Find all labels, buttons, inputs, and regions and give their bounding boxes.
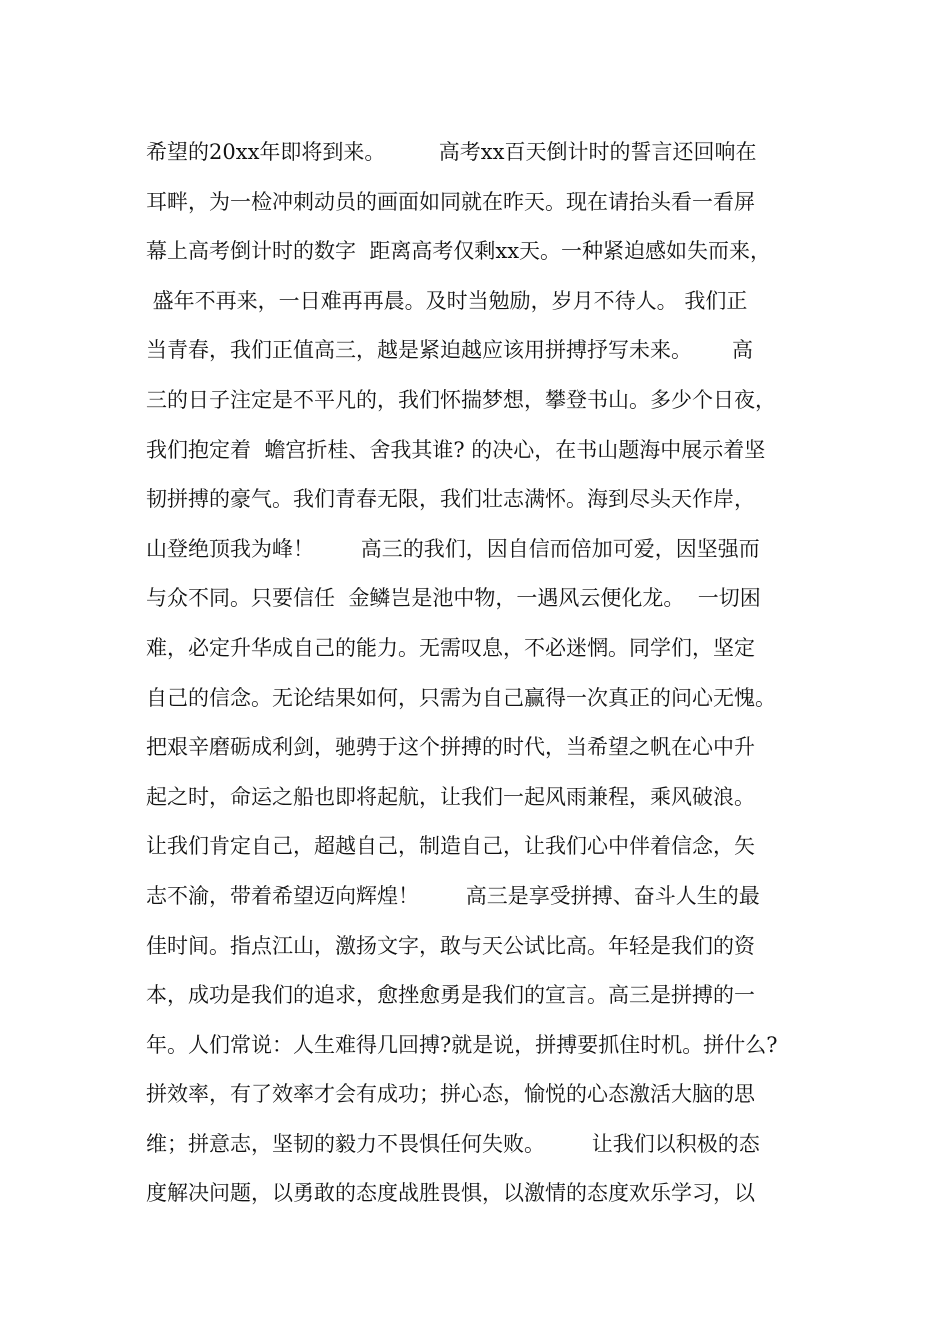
body-text: [146, 128, 826, 1219]
text-line: 拼效率，有了效率才会有成功；拼心态，愉悦的心态激活大脑的思: [146, 1082, 755, 1107]
text-line: 希望的20xx年即将到来。 高考xx百天倒计时的誓言还回响在: [146, 140, 757, 164]
text-line: 起之时，命运之船也即将起航，让我们一起风雨兼程，乘风破浪。: [146, 784, 755, 809]
text-line: 本，成功是我们的追求，愈挫愈勇是我们的宣言。高三是拼搏的一: [146, 983, 755, 1008]
text-line: 韧拼搏的豪气。我们青春无限，我们壮志满怀。海到尽头天作岸，: [146, 487, 755, 512]
text-line: 当青春，我们正值高三，越是紧迫越应该用拼搏抒写未来。 高: [146, 338, 754, 363]
text-line: 维；拼意志，坚韧的毅力不畏惧任何失败。 让我们以积极的态: [146, 1131, 760, 1156]
text-line: 难，必定升华成自己的能力。无需叹息，不必迷惘。同学们，坚定: [146, 635, 755, 660]
text-line: 耳畔，为一检冲刺动员的画面如同就在昨天。现在请抬头看一看屏: [146, 189, 755, 214]
text-line: 佳时间。指点江山，激扬文字，敢与天公试比高。年轻是我们的资: [146, 933, 755, 958]
text-line: 与众不同。只要信任 金鳞岂是池中物，一遇风云便化龙。 一切困: [146, 586, 761, 611]
text-line: 把艰辛磨砺成利剑，驰骋于这个拼搏的时代，当希望之帆在心中升: [146, 735, 755, 760]
text-line: 盛年不再来，一日难再再晨。及时当勉励，岁月不待人。 我们正: [146, 288, 748, 313]
text-line: 自己的信念。无论结果如何，只需为自己赢得一次真正的问心无愧。: [146, 685, 776, 710]
text-line: 山登绝顶我为峰！ 高三的我们，因自信而倍加可爱，因坚强而: [146, 536, 760, 561]
text-line: 我们抱定着 蟾宫折桂、舍我其谁? 的决心，在书山题海中展示着坚: [146, 437, 766, 462]
text-line: 志不渝，带着希望迈向辉煌！ 高三是享受拼搏、奋斗人生的最: [146, 883, 760, 908]
text-line: 幕上高考倒计时的数字 距离高考仅剩xx天。一种紧迫感如失而来，: [146, 239, 772, 264]
text-line: 三的日子注定是不平凡的，我们怀揣梦想，攀登书山。多少个日夜，: [146, 387, 776, 412]
text-line: 年。人们常说：人生难得几回搏?就是说，拼搏要抓住时机。拼什么?: [146, 1032, 778, 1057]
text-line: 度解决问题，以勇敢的态度战胜畏惧，以激情的态度欢乐学习，以: [146, 1181, 755, 1206]
text-line: 让我们肯定自己，超越自己，制造自己，让我们心中伴着信念，矢: [146, 834, 755, 859]
